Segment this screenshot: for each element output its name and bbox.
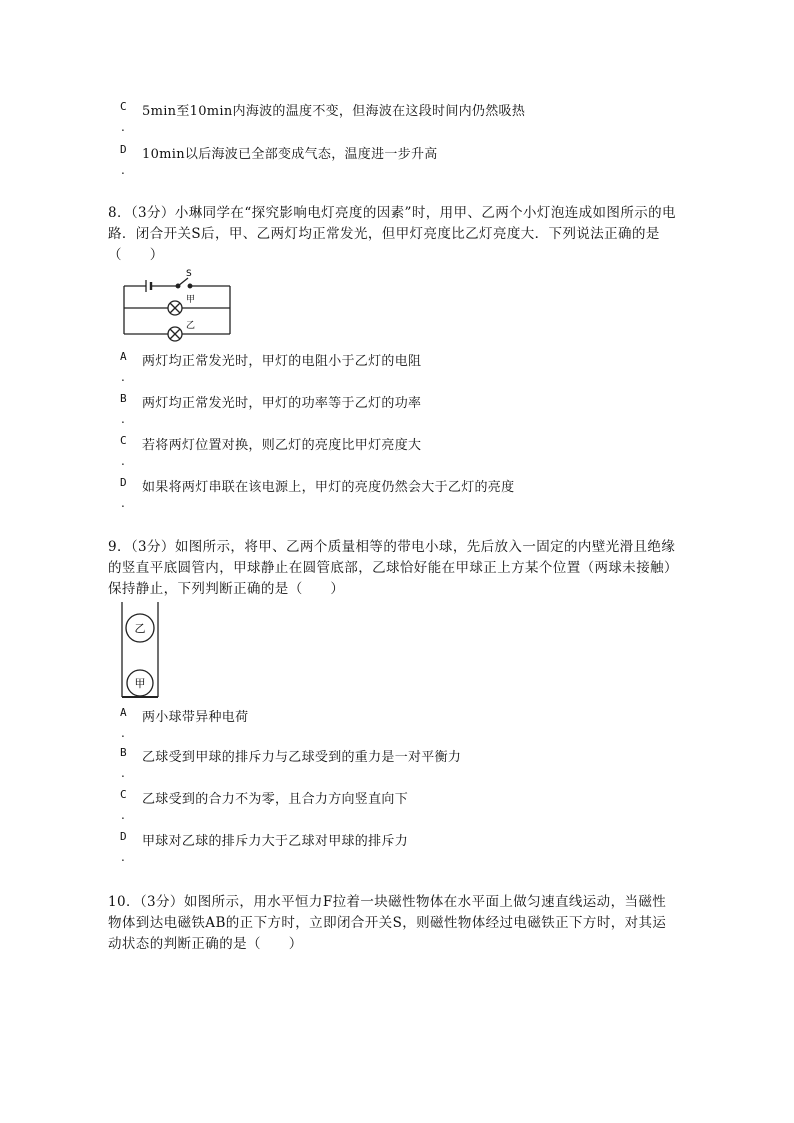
- option-letter: A: [120, 350, 127, 363]
- option-text: 10min以后海波已全部变成气态，温度进一步升高: [142, 147, 438, 162]
- option-letter: C: [120, 100, 127, 113]
- option-text: 5min至10min内海波的温度不变，但海波在这段时间内仍然吸热: [142, 104, 526, 119]
- q8-stem: 8．（3分）小琳同学在“探究影响电灯亮度的因素”时，用甲、乙两个小灯泡连成如图所示的电路．闭合开关S后，甲、乙两灯均正常发光，但甲灯亮度比乙灯亮度大．下列说法正确的是（ ）: [108, 205, 676, 263]
- option-text: 两灯均正常发光时，甲灯的电阻小于乙灯的电阻: [142, 354, 422, 369]
- q10-stem: 10．（3分）如图所示，用水平恒力F拉着一块磁性物体在水平面上做匀速直线运动，当磁性物体到达电磁铁AB的正下方时，立即闭合开关S，则磁性物体经过电磁铁正下方时，对其运动状态的判断正确的是（ ）: [108, 894, 667, 952]
- option-letter: D: [120, 476, 127, 489]
- switch-icon: [178, 278, 188, 286]
- option-letter: C: [120, 788, 127, 801]
- option-text: 两小球带异种电荷: [142, 710, 249, 725]
- option-text: 如果将两灯串联在该电源上，甲灯的亮度仍然会大于乙灯的亮度: [142, 480, 515, 495]
- bottom-ball-label: 甲: [134, 677, 146, 690]
- option-text: 甲球对乙球的排斥力大于乙球对甲球的排斥力: [142, 834, 409, 849]
- option-text: 两灯均正常发光时，甲灯的功率等于乙灯的功率: [142, 396, 422, 411]
- option-letter: D: [120, 830, 127, 843]
- option-letter: B: [120, 392, 127, 405]
- switch-label: S: [186, 269, 192, 279]
- option-letter: A: [120, 706, 127, 719]
- option-letter: D: [120, 143, 127, 156]
- lamp1-label: 甲: [186, 295, 196, 305]
- option-letter: B: [120, 746, 127, 759]
- option-text: 乙球受到甲球的排斥力与乙球受到的重力是一对平衡力: [142, 750, 462, 765]
- option-text: 若将两灯位置对换，则乙灯的亮度比甲灯亮度大: [142, 438, 422, 453]
- option-text: 乙球受到的合力不为零，且合力方向竖直向下: [142, 792, 409, 807]
- exam-page: C . 5min至10min内海波的温度不变，但海波在这段时间内仍然吸热 D . 10min以后海波已全部变成气态，温度进一步升高 8．（3分）小琳同学在“探究影响电灯亮度的因素”时，用甲、乙两个小灯泡连成如图所示的电路．闭合开关S后，甲、乙两灯均正常发光，但甲灯亮度比乙灯亮度大．下列说法正确的是（ ） S 甲 乙 A . 两灯均正常发光时，甲灯的电阻小于乙灯的电阻 B . 两灯均正常发光时，甲灯的功率等于乙灯的功率 C . 若将两灯位置对换，则乙灯的亮度比甲灯亮度大 D . 如果将两灯串联在该电源上，甲灯的亮度仍然会大于乙灯的亮度 9．（3分）如图所示，将甲、乙两个质量相等的带电小球，先后放入一固定的内壁光滑且绝缘的竖直平底圆管内，甲球静止在圆管底部，乙球恰好能在甲球正上方某个位置（两球未接触）保持静止，下列判断正确的是（ ） 乙 甲 A . 两小球带异种电荷 B . 乙球受到甲球的排斥力与乙球受到的重力是一对平衡力 C . 乙球受到的合力不为零，且合力方向竖直向下 D . 甲球对乙球的排斥力大于乙球对甲球的排斥力 10．（3分）如图所示，用水平恒力F拉着一块磁性物体在水平面上做匀速直线运动，当磁性物体到达电磁铁AB的正下方时，立即闭合开关S，则磁性物体经过电磁铁正下方时，对其运动状态的判断正确的是（ ）: [0, 0, 794, 1123]
- q8-circuit-diagram: [118, 268, 236, 346]
- q9-tube-diagram: [118, 600, 162, 700]
- lamp2-label: 乙: [186, 321, 196, 331]
- q9-stem: 9．（3分）如图所示，将甲、乙两个质量相等的带电小球，先后放入一固定的内壁光滑且绝缘的竖直平底圆管内，甲球静止在圆管底部，乙球恰好能在甲球正上方某个位置（两球未接触）保持静止，下列判断正确的是（ ）: [108, 539, 678, 597]
- top-ball-label: 乙: [134, 622, 146, 635]
- option-letter: C: [120, 434, 127, 447]
